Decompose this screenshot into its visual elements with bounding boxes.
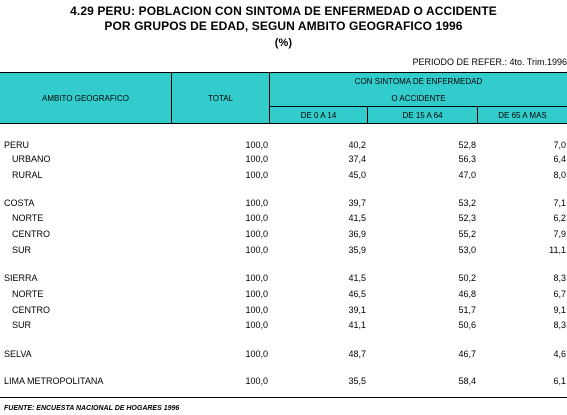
cell-15-64: 58,4 (458, 376, 476, 386)
row-label: COSTA (4, 198, 35, 208)
cell-15-64: 52,8 (458, 140, 476, 150)
cell-total: 100,0 (245, 376, 268, 386)
cell-65-mas: 4,6 (553, 349, 566, 359)
cell-65-mas: 6,2 (553, 213, 566, 223)
row-label: NORTE (12, 289, 44, 299)
header-divider (269, 72, 270, 124)
cell-15-64: 47,0 (458, 170, 476, 180)
cell-total: 100,0 (245, 349, 268, 359)
header-ambito-geografico: AMBITO GEOGRAFICO (0, 73, 171, 123)
cell-65-mas: 9,1 (553, 305, 566, 315)
cell-65-mas: 6,7 (553, 289, 566, 299)
cell-65-mas: 7,9 (553, 229, 566, 239)
cell-0-14: 40,2 (348, 140, 366, 150)
table-subtitle: POR GRUPOS DE EDAD, SEGUN AMBITO GEOGRAFICO 1996 (104, 19, 463, 33)
cell-15-64: 51,7 (458, 305, 476, 315)
header-group-line2: O ACCIDENTE (270, 90, 567, 106)
cell-65-mas: 8,0 (553, 170, 566, 180)
header-col-65-mas: DE 65 A MAS (478, 107, 567, 123)
row-label: PERU (4, 140, 30, 150)
row-label: URBANO (12, 154, 51, 164)
table-bottom-rule (0, 397, 567, 398)
cell-total: 100,0 (245, 289, 268, 299)
cell-0-14: 41,5 (348, 213, 366, 223)
cell-total: 100,0 (245, 320, 268, 330)
cell-total: 100,0 (245, 198, 268, 208)
cell-total: 100,0 (245, 245, 268, 255)
table-title: 4.29 PERU: POBLACION CON SINTOMA DE ENFERMEDAD O ACCIDENTE (70, 4, 497, 18)
header-mid-rule (270, 106, 567, 107)
cell-total: 100,0 (245, 170, 268, 180)
row-label: LIMA METROPOLITANA (4, 376, 104, 386)
cell-15-64: 52,3 (458, 213, 476, 223)
cell-65-mas: 7,0 (553, 140, 566, 150)
header-divider (477, 106, 478, 124)
cell-0-14: 41,1 (348, 320, 366, 330)
cell-15-64: 53,2 (458, 198, 476, 208)
cell-0-14: 39,1 (348, 305, 366, 315)
header-col-0-14: DE 0 A 14 (270, 107, 367, 123)
row-label: SUR (12, 320, 32, 330)
cell-0-14: 35,5 (348, 376, 366, 386)
header-group-line1: CON SINTOMA DE ENFERMEDAD (270, 73, 567, 90)
row-label: RURAL (12, 170, 43, 180)
cell-total: 100,0 (245, 140, 268, 150)
header-divider (367, 106, 368, 124)
cell-0-14: 48,7 (348, 349, 366, 359)
cell-0-14: 45,0 (348, 170, 366, 180)
header-bottom-rule (0, 123, 567, 124)
cell-total: 100,0 (245, 273, 268, 283)
cell-65-mas: 6,1 (553, 376, 566, 386)
cell-0-14: 39,7 (348, 198, 366, 208)
cell-0-14: 35,9 (348, 245, 366, 255)
row-label: CENTRO (12, 229, 50, 239)
cell-0-14: 36,9 (348, 229, 366, 239)
cell-0-14: 46,5 (348, 289, 366, 299)
cell-15-64: 55,2 (458, 229, 476, 239)
cell-15-64: 53,0 (458, 245, 476, 255)
cell-total: 100,0 (245, 229, 268, 239)
header-top-rule (0, 72, 567, 73)
cell-total: 100,0 (245, 213, 268, 223)
cell-15-64: 50,6 (458, 320, 476, 330)
cell-65-mas: 6,4 (553, 154, 566, 164)
source-note: FUENTE: ENCUESTA NACIONAL DE HOGARES 1996 (4, 405, 180, 412)
cell-total: 100,0 (245, 154, 268, 164)
cell-65-mas: 8,3 (553, 273, 566, 283)
cell-0-14: 37,4 (348, 154, 366, 164)
row-label: NORTE (12, 213, 44, 223)
row-label: SIERRA (4, 273, 38, 283)
table-unit: (%) (274, 37, 293, 49)
header-total: TOTAL (172, 73, 269, 123)
row-label: SUR (12, 245, 32, 255)
cell-total: 100,0 (245, 305, 268, 315)
cell-65-mas: 7,1 (553, 198, 566, 208)
header-col-15-64: DE 15 A 64 (368, 107, 477, 123)
cell-0-14: 41,5 (348, 273, 366, 283)
cell-15-64: 50,2 (458, 273, 476, 283)
cell-15-64: 56,3 (458, 154, 476, 164)
row-label: CENTRO (12, 305, 50, 315)
cell-15-64: 46,8 (458, 289, 476, 299)
cell-65-mas: 11,1 (549, 245, 566, 255)
cell-65-mas: 8,3 (553, 320, 566, 330)
header-divider (171, 72, 172, 124)
cell-15-64: 46,7 (458, 349, 476, 359)
reference-period: PERIODO DE REFER.: 4to. Trim.1996 (412, 57, 567, 67)
row-label: SELVA (4, 349, 32, 359)
